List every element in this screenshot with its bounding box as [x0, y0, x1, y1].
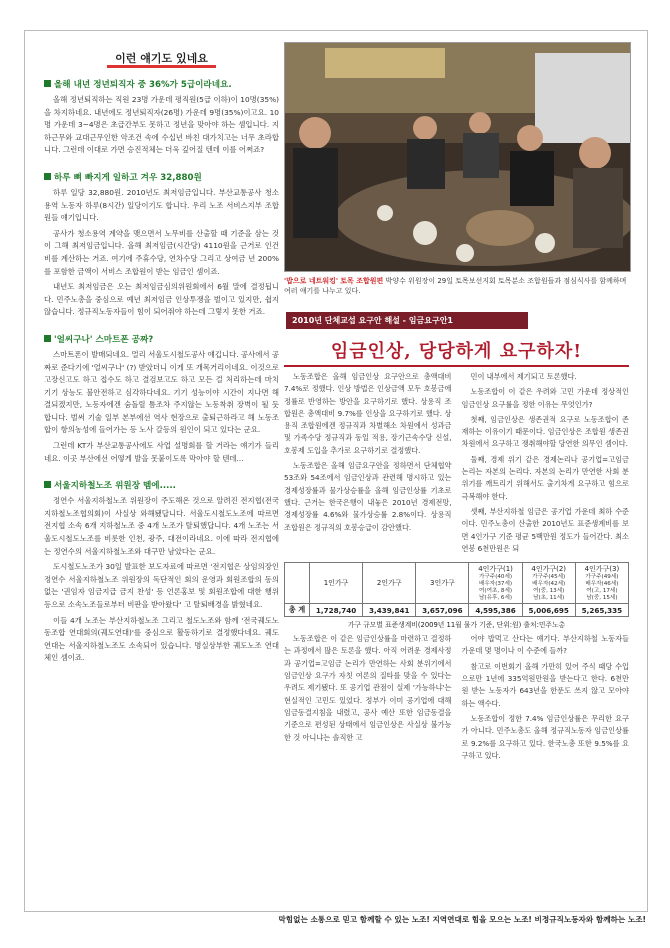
- table-header-label: 4인가구(3): [584, 565, 620, 574]
- table-cell: 총 계: [285, 604, 310, 617]
- caption-title: '밥으로 네트워킹': [284, 277, 339, 285]
- paragraph: 그런데 KT가 부산교통공사에도 사업 설명회를 할 거라는 얘기가 들리네요. 이곳 부산에선 어떻게 발을 못붙이도록 막아야 할 텐데...: [44, 441, 279, 463]
- table-header-sub: 가구주(40세): [478, 574, 513, 581]
- section-heading: [44, 78, 279, 90]
- paragraph: 첫째, 임금인상은 생존권적 요구로 노동조합이 존재하는 이유이기 때문이다. 임금인상은 조합원 생존권 차원에서 요구하고 쟁취해야할 당연한 의무인 셈이다.: [461, 414, 629, 449]
- table-header-row: [285, 563, 629, 604]
- table-cell: 5,006,695: [522, 604, 575, 617]
- paragraph: 정연수 서울지하철노조 위원장이 주도해온 것으로 알려진 전지협(전국지하철노조협의회)이 사실상 와해됐답니다. 서울도시철도노조에 따르면 전지협 소속 6개 지하철노조 중 4개 노조가 탈퇴했답니다. 4개 노조는 서울도시철도노조를 비롯한 인천, 광주, 대전이라네요. 이에 따라 전지협에는 정연수의 서울지하철노조와 대구만 남았다는 군요.: [44, 496, 279, 556]
- paragraph: 올해 정년퇴직하는 직원 23명 가운데 평직원(5급 이하)이 10명(35%)을 차지하네요. 내년에도 정년퇴직자(26명) 가운데 9명(35%)이고요. 10명 가운데 3~4명은 초급간부도 못하고 정년을 맞아야 하는 셈입니다. 지하근무와 교대근무인한 악조건 속에 수십년 바친 대가치고는 너무 초라합니다. 그런데 이대로 가면 승진적체는 더욱 깊어질 텐데 이를 어쩌죠?: [44, 95, 279, 155]
- table-header-sub: 배우자(37세): [478, 581, 513, 588]
- section-heading: [44, 333, 279, 345]
- paragraph: 하루 일당 32,880원. 2010년도 최저임금입니다. 부산교통공사 청소용역 노동자 하루(8시간) 일당이기도 합니다. 우리 노조 서비스지부 조합원들 얘기입니다.: [44, 187, 279, 223]
- living-cost-table-wrap: [284, 562, 629, 629]
- caption-tag: 토목 조합원편: [340, 277, 384, 285]
- table-header-sub: 여(고, 17세): [586, 588, 618, 595]
- table-cell: 3,439,841: [363, 604, 416, 617]
- left-section-2: [44, 171, 279, 319]
- right-column: [284, 42, 629, 765]
- table-cell: 4,595,386: [469, 604, 522, 617]
- paragraph: 도시철도노조가 30일 발표한 보도자료에 따르면 '전지협은 상임의장인 정연수 서울지하철노조 위원장의 독단적인 회의 운영과 회원조합의 동의없는 '권임자 임금지급 금지 찬성' 등 언론홍보 및 회원조합에 대한 행위 등으로 소속노조들로부터 비판을 받아왔다' 고 탈퇴배경을 밝혔네요.: [44, 562, 279, 609]
- section-heading-text: 하루 뼈 빠지게 일하고 겨우 32,880원: [54, 172, 202, 183]
- photo-caption: [284, 276, 629, 296]
- table-header-sub: 여(중, 13세): [533, 588, 565, 595]
- living-cost-table: [284, 562, 629, 617]
- table-header-cell: [285, 563, 310, 604]
- article-column-4: [462, 633, 630, 765]
- paragraph: 공사가 청소용역 계약을 맺으면서 노무비를 산출할 때 기준을 삼는 것이 그해 최저임금입니다. 올해 최저임금(시간당) 4110원을 근거로 인건비를 계산하는 거죠. 여기에 주휴수당, 연차수당 그리고 상여금 년 200%를 포함한 금액이 서비스 조합원이 받는 임금인 셈이죠.: [44, 228, 279, 276]
- table-cell: 1,728,740: [310, 604, 363, 617]
- left-section-1: [44, 78, 279, 157]
- table-header-cell: [575, 563, 628, 604]
- section-heading: [44, 479, 279, 491]
- section-heading-text: 서울지하철노조 위원장 뗌에.....: [54, 481, 176, 492]
- table-header-label: 4인가구(1): [478, 565, 513, 574]
- table-note: 가구 규모별 표준생계비(2009년 11월 물가 기준, 단위:원) 출처:민주노총: [347, 621, 566, 630]
- section-heading: [44, 171, 279, 183]
- left-title: [44, 50, 279, 66]
- paragraph: 어야 밥먹고 산다는 얘기다. 부산지하철 노동자들 가운데 몇 명이나 이 수준에 들까?: [461, 634, 629, 656]
- paragraph: 노동조합은 이 같은 임금인상률을 마련하고 결정하는 과정에서 많은 토론을 했다. 아직 어려운 경제사정과 공기업=고임금 논리가 만연하는 사회 분위기에서 임금인상 요구가 자칫 여론의 질타를 맞을 수 있다는 우려도 제기됐다. 또 공기업 관점이 실제 '가능하냐'는 현실적인 고민도 있었다. 정부가 이미 공기업에 대해 임금동결지침을 내렸고, 공사 예산 또한 임금동결을 기준으로 편성된 상태에서 임금인상은 사실상 불가능한 것 아니냐는 솔직한 고: [284, 634, 452, 742]
- left-title-text: 이런 얘기도 있네요: [107, 52, 216, 68]
- square-bullet-icon: [44, 80, 51, 87]
- footer-slogan: 막힘없는 소통으로 믿고 함께할 수 있는 노조! 지역연대로 힘을 모으는 노조! 비정규직노동자와 함께하는 노조!: [278, 915, 646, 924]
- article-columns-bottom: [284, 633, 629, 765]
- table-header-sub: 남(초, 11세): [533, 595, 565, 602]
- section-heading-text: 올해 내년 정년퇴직자 중 36%가 5급이라네요.: [54, 80, 232, 90]
- paragraph: 스마트폰이 발매되네요. 멀리 서울도시철도공사 얘깁니다. 공사에서 공짜로 준다기에 '얼씨구나' (?) 받았더니 이게 또 개목거리이네요. 이것으로 고장신고도 하고 접수도 하고 결검보고도 하고 모든 걸 처리하는데 마치 기기 상능도 불안전하고 심각하다네요. 기기 성능이야 시간이 지나면 해결되겠지만, 노동자에겐 숨돌릴 틈조차 주지않는 노동착취 장벽이 될 듯합니다. 벌써 기술 일부 본부에선 역사 현장으로 출퇴근하라고 해 노동조합이 항의농성에 들어가는 등 노사 갈등의 원인이 되고 있다는 군요.: [44, 349, 279, 435]
- paragraph: 둘째, 경제 위기 같은 경제논리나 공기업=고임금 논리는 자본의 논리다. 자본의 논리가 만연한 사회 분위기를 깨트리기 위해서도 출기차게 요구하고 힘으로 극복해야 한다.: [461, 454, 629, 501]
- section-heading-text: '얼씨구나' 스마트폰 공짜?: [54, 334, 154, 345]
- square-bullet-icon: [44, 335, 51, 342]
- table-header-cell: 1인가구: [310, 563, 363, 604]
- square-bullet-icon: [44, 173, 51, 180]
- table-header-sub: 배우자(46세): [585, 581, 619, 588]
- table-header-cell: 3인가구: [416, 563, 469, 604]
- table-cell: 3,657,096: [416, 604, 469, 617]
- paragraph: 참고로 이번회기 올해 가만히 있어 주식 때당 수입으로만 1년에 335억원만원을 받는다고 한다. 6천만원 받는 노동자가 643년을 한푼도 쓰지 않고 모아야하는 액수다.: [461, 661, 629, 708]
- left-column: [44, 44, 279, 679]
- table-header-sub: 가구주(49세): [585, 574, 619, 581]
- article-column-1: [284, 371, 452, 558]
- meeting-photo: [284, 42, 631, 272]
- square-bullet-icon: [44, 481, 51, 488]
- headline-rule: [284, 365, 629, 367]
- table-header-sub: 여(여초, 8세): [478, 588, 513, 595]
- left-section-3: [44, 333, 279, 465]
- paragraph: 민이 내부에서 제기되고 토론했다.: [470, 372, 577, 381]
- paragraph: 셋째, 부산지하철 임금은 공기업 가운데 최하 수준이다. 민주노총이 산출한 2010년도 표준생계비를 보면 4인가구 기준 평균 5백만원 정도가 들어간다. 최소 연봉 6천만원은 되: [461, 506, 629, 553]
- paragraph: 노동조합은 올해 임금요구안을 정하면서 단체협약 53조와 54조에서 임금인상과 관련해 명시하고 있는 경제성장률과 물가상승률을 올해 임금인상률 기초로 했다. 근거는 한국은행이 내놓은 2010년 경제전망, 경제성장률 4.6%와 물가상승률 2.8%이다. 상용직 조합원은 정규직의 호봉승급이 감안했다.: [284, 461, 452, 532]
- section-banner: 2010년 단체교섭 요구안 해설 - 임금요구안1: [286, 312, 528, 329]
- article-columns-top: [284, 371, 629, 558]
- paragraph: 노동조합이 정한 7.4% 임금인상률은 무리한 요구가 아니다. 민주노총도 올해 정규직노동자 임금인상률로 9.2%를 요구하고 있다. 한국노총 또한 9.5%를 요구하고 있다.: [461, 713, 629, 760]
- paragraph: 노동조합이 이 같은 우려와 고민 가운데 정상적인 임금인상 요구률을 정한 이유는 무엇인가?: [461, 387, 629, 409]
- paragraph: 이들 4개 노조는 부산지하철노조 그리고 철도노조와 함께 '전국궤도노동조합 연대회의(궤도연대)'를 중심으로 활동하기로 결정했다네요. 궤도연대는 서울지하철노조도 소속되어 있습니다. 명실상부한 궤도노조 연대체인 셈이죠.: [44, 615, 279, 663]
- table-header-cell: [469, 563, 522, 604]
- table-row: [285, 604, 629, 617]
- table-header-sub: 배우자(42세): [532, 581, 566, 588]
- article-column-2: [462, 371, 630, 558]
- left-section-4: [44, 479, 279, 665]
- caption-text: 박양수 위원장이 29일 토목보선지회 토목분소 조합원들과 점심식사를 함께하며 여러 얘기를 나누고 있다.: [284, 277, 627, 295]
- photo-illustration: [285, 43, 630, 271]
- table-header-sub: 가구주(45세): [532, 574, 566, 581]
- article-column-3: [284, 633, 452, 765]
- paragraph: 노동조합은 올해 임금인상 요구안으로 총액대비 7.4%로 정했다. 인상 방법은 인상금액 모두 호봉금에 정률로 반영하는 방안을 요구하기로 했다. 상용직 조합원은 총액대비 9.7%를 인상을 요구하기로 했다. 상용직 조합원에겐 정규직과 차별해소 차원에서 성과금 및 가족수당 정규직과 동일 적용, 장기근속수당 신설, 호봉제 도입을 추가로 요구하기로 결정했다.: [284, 372, 452, 455]
- paragraph: 내년도 최저임금은 오는 최저임금심의위원회에서 6월 말에 결정됩니다. 민주노총을 중심으로 예년 최저임금 인상투쟁을 벌이고 있지만, 쉽지 않습니다. 정규직노동자들이 힘이 되어줘야 하는데 그렇지 못한 거죠.: [44, 282, 279, 317]
- article-headline: 임금인상, 당당하게 요구하자!: [330, 341, 583, 362]
- table-header-cell: [522, 563, 575, 604]
- table-cell: 5,265,335: [575, 604, 628, 617]
- table-header-label: 4인가구(2): [531, 565, 567, 574]
- table-header-cell: 2인가구: [363, 563, 416, 604]
- table-header-sub: 남(유후, 6세): [478, 595, 513, 602]
- table-header-sub: 남(중, 15세): [586, 595, 618, 602]
